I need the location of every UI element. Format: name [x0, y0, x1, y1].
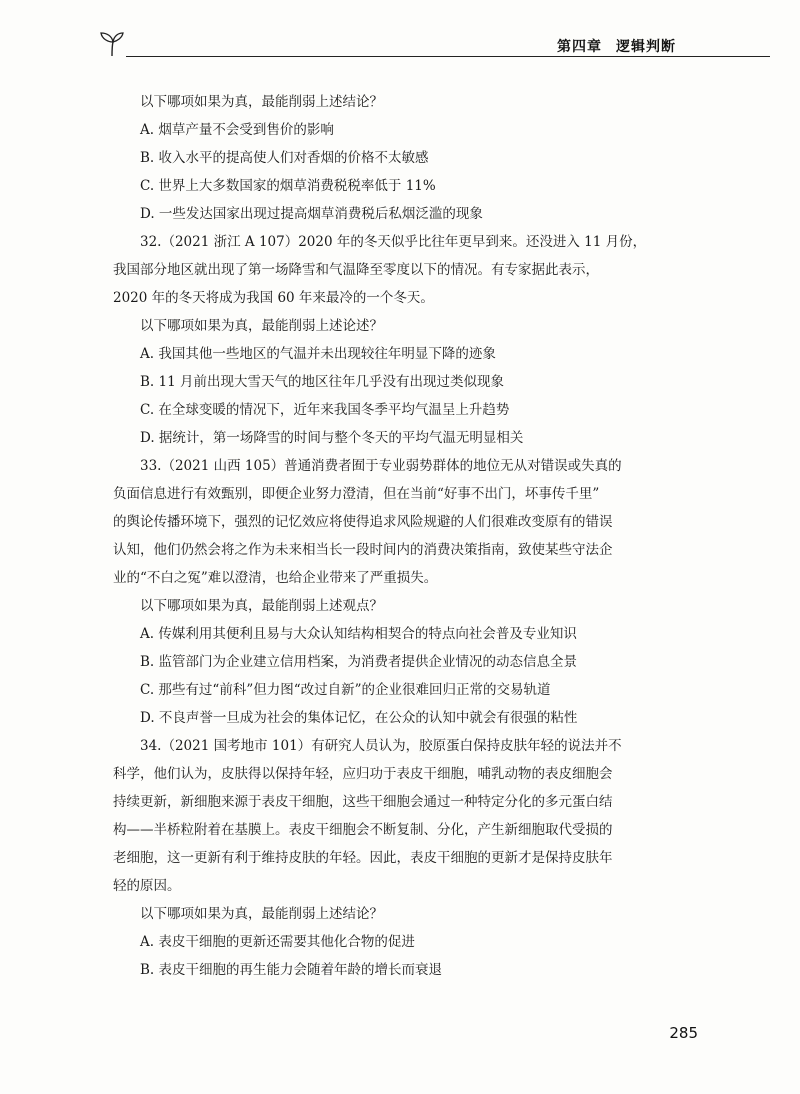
answer-option: D. 一些发达国家出现过提高烟草消费税后私烟泛滥的现象 [140, 206, 483, 222]
answer-option: B. 监管部门为企业建立信用档案，为消费者提供企业情况的动态信息全景 [140, 654, 578, 670]
running-header [98, 30, 770, 60]
question-stem-line: 34.（2021 国考地市 101）有研究人员认为，胶原蛋白保持皮肤年轻的说法并不 [140, 738, 622, 754]
answer-option: D. 据统计，第一场降雪的时间与整个冬天的平均气温无明显相关 [140, 430, 524, 446]
question-stem-line: 的舆论传播环境下，强烈的记忆效应将使得追求风险规避的人们很难改变原有的错误 [113, 514, 613, 530]
question-stem [113, 228, 683, 312]
question-stem-line: 32.（2021 浙江 A 107）2020 年的冬天似乎比往年更早到来。还没进入 11 月份， [140, 234, 647, 250]
answer-option: B. 11 月前出现大雪天气的地区往年几乎没有出现过类似现象 [140, 374, 504, 390]
question-stem [113, 452, 683, 592]
question-prompt: 以下哪项如果为真，最能削弱上述结论？ [140, 906, 383, 922]
question-prompt: 以下哪项如果为真，最能削弱上述观点？ [140, 598, 383, 614]
answer-option: B. 表皮干细胞的再生能力会随着年龄的增长而衰退 [140, 962, 443, 978]
header-rule [126, 56, 770, 57]
question-stem-line: 业的“不白之冤”难以澄清，也给企业带来了严重损失。 [113, 570, 438, 586]
page-number: 285 [669, 1024, 698, 1042]
question-stem-line: 33.（2021 山西 105）普通消费者囿于专业弱势群体的地位无从对错误或失真的 [140, 458, 622, 474]
page-body [113, 88, 683, 984]
chapter-heading [549, 36, 684, 56]
question-stem-line: 认知，他们仍然会将之作为未来相当长一段时间内的消费决策指南，致使某些守法企 [113, 542, 613, 558]
answer-option: A. 我国其他一些地区的气温并未出现较往年明显下降的迹象 [140, 346, 496, 362]
question-stem-line: 构——半桥粒附着在基膜上。表皮干细胞会不断复制、分化，产生新细胞取代受损的 [113, 822, 613, 838]
question-stem-line: 老细胞，这一更新有利于维持皮肤的年轻。因此，表皮干细胞的更新才是保持皮肤年 [113, 850, 613, 866]
answer-option: A. 传媒利用其便利且易与大众认知结构相契合的特点向社会普及专业知识 [140, 626, 577, 642]
answer-option: C. 世界上大多数国家的烟草消费税税率低于 11% [140, 178, 436, 194]
chapter-number: 第四章 [557, 39, 602, 55]
question-prompt: 以下哪项如果为真，最能削弱上述论述？ [140, 318, 383, 334]
sprout-icon [98, 30, 128, 58]
question-stem-line: 科学，他们认为，皮肤得以保持年轻，应归功于表皮干细胞，哺乳动物的表皮细胞会 [113, 766, 613, 782]
answer-option: D. 不良声誉一旦成为社会的集体记忆，在公众的认知中就会有很强的粘性 [140, 710, 578, 726]
answer-option: C. 在全球变暖的情况下，近年来我国冬季平均气温呈上升趋势 [140, 402, 510, 418]
question-stem-line: 负面信息进行有效甄别，即便企业努力澄清，但在当前“好事不出门，坏事传千里” [113, 486, 600, 502]
question-stem-line: 轻的原因。 [113, 878, 181, 894]
question-stem [113, 732, 683, 900]
answer-option: C. 那些有过“前科”但力图“改过自新”的企业很难回归正常的交易轨道 [140, 682, 551, 698]
answer-option: B. 收入水平的提高使人们对香烟的价格不太敏感 [140, 150, 429, 166]
question-stem-line: 2020 年的冬天将成为我国 60 年来最冷的一个冬天。 [113, 290, 434, 306]
question-stem-line: 我国部分地区就出现了第一场降雪和气温降至零度以下的情况。有专家据此表示， [113, 262, 599, 278]
chapter-title: 逻辑判断 [616, 39, 676, 55]
answer-option: A. 表皮干细胞的更新还需要其他化合物的促进 [140, 934, 415, 950]
answer-option: A. 烟草产量不会受到售价的影响 [140, 122, 334, 138]
question-stem-line: 持续更新，新细胞来源于表皮干细胞，这些干细胞会通过一种特定分化的多元蛋白结 [113, 794, 613, 810]
question-prompt: 以下哪项如果为真，最能削弱上述结论？ [140, 94, 383, 110]
